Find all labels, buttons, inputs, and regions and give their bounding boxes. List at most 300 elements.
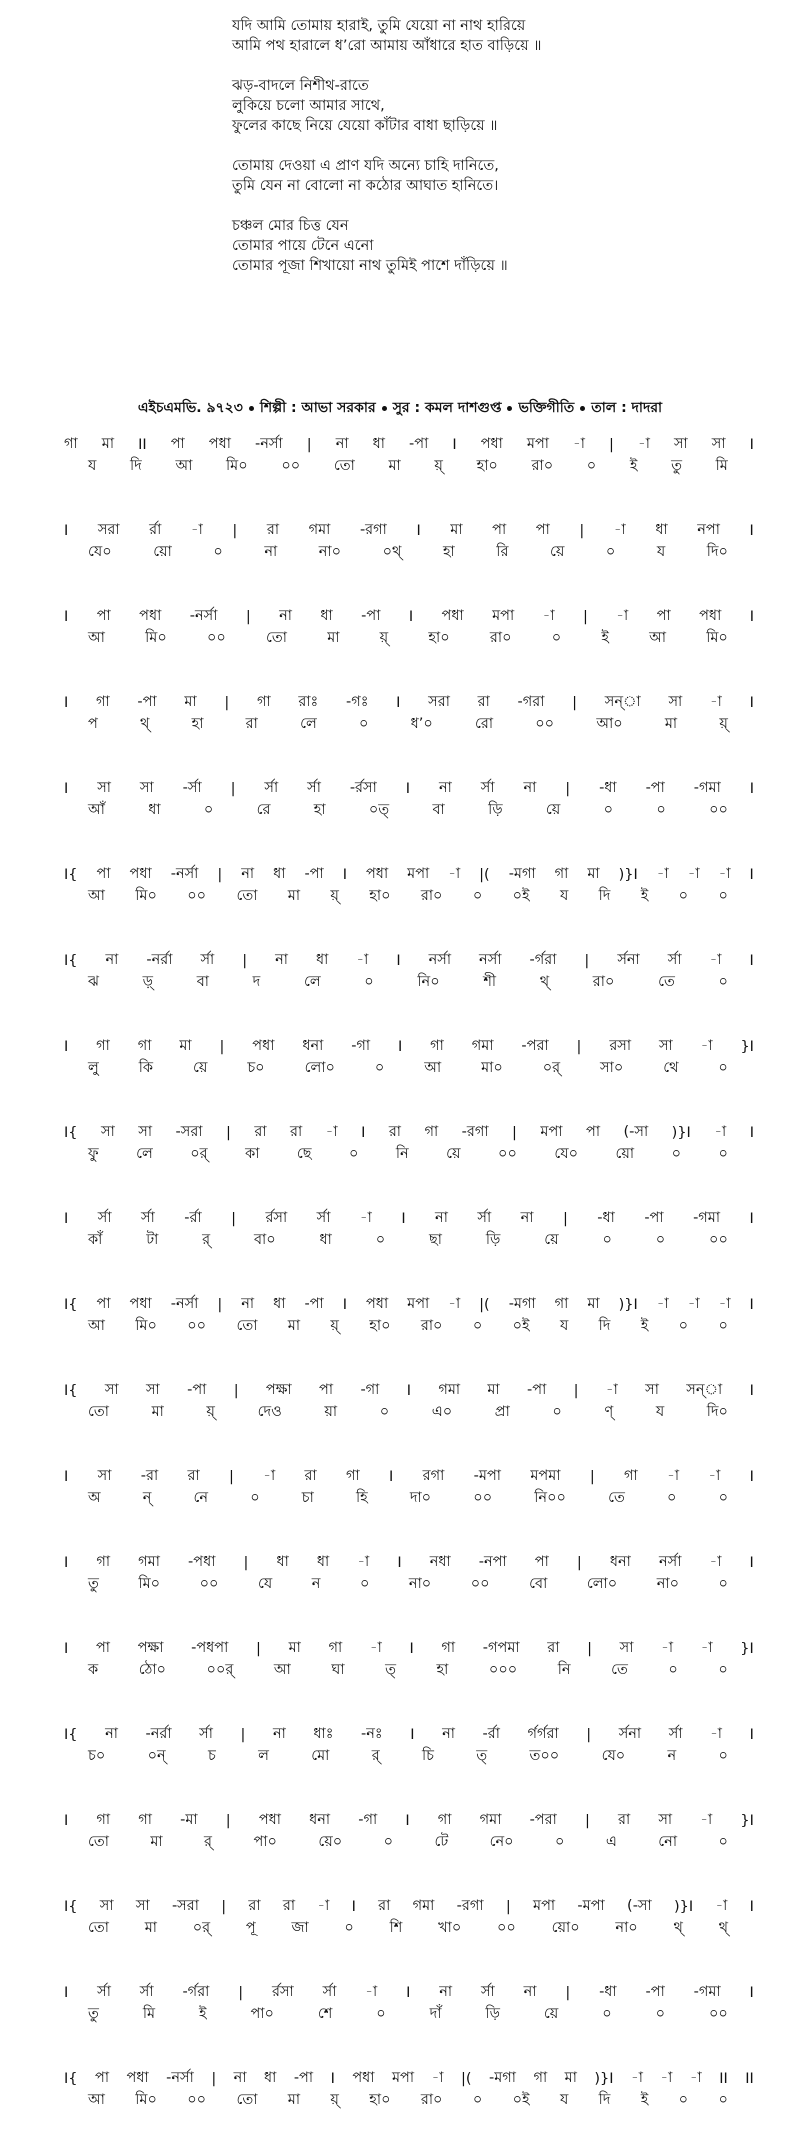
swara-token: I [389, 1469, 394, 1485]
swara-token: I [361, 1125, 366, 1141]
swara-token: | [256, 1641, 261, 1657]
syllable-token: আ [175, 458, 193, 474]
swara-token: -পরা [529, 1812, 557, 1828]
syllable-token: সা০ [600, 1060, 624, 1076]
swara-token: পক্ষা [137, 1640, 164, 1656]
syllable-token: চ০ [247, 1060, 265, 1076]
syllable-token: দ [252, 974, 261, 990]
syllable-token: তু [671, 458, 682, 474]
swara-token: -সরা [171, 1898, 199, 1914]
syllable-token: য়ে [543, 2006, 559, 2022]
swara-token: সা [658, 1038, 673, 1054]
swara-token: পধা [139, 608, 162, 624]
swara-row [64, 1123, 754, 1143]
syllable-token: তো [333, 458, 355, 474]
syllable-token: ই [601, 630, 609, 646]
swara-token: I [330, 2071, 335, 2087]
swara-token: রা [248, 1898, 261, 1914]
swara-token: সা [145, 1382, 160, 1398]
lyric-syllable-row [64, 629, 728, 649]
swara-token: -গা [360, 1382, 380, 1398]
syllable-token: মি [715, 458, 728, 474]
syllable-token: ০ [213, 544, 223, 560]
swara-token: I{ [64, 953, 78, 969]
swara-token: I [749, 1555, 754, 1571]
swara-token: -মগা [508, 866, 536, 882]
swara-token: I [64, 609, 69, 625]
syllable-token: ল [258, 1748, 269, 1764]
syllable-token: ০ [375, 1232, 386, 1248]
swara-row [64, 865, 754, 885]
syllable-token: ০০ [281, 458, 301, 474]
swara-token: র্সা [667, 952, 682, 968]
swara-token: র্সা [97, 1210, 112, 1226]
syllable-token: থে [663, 1060, 679, 1076]
swara-token: |( [479, 1297, 490, 1313]
syllable-token: য়্ [379, 630, 389, 646]
syllable-token: শে [317, 2006, 333, 2022]
swara-token: -পা [304, 1296, 324, 1312]
swara-token: I [351, 1899, 356, 1915]
swara-token: মপমা [530, 1468, 561, 1484]
swara-token: -া [631, 2070, 643, 2086]
lyric-line: লুকিয়ে চলো আমার সাথে, [232, 98, 385, 114]
swara-token: I [749, 695, 754, 711]
syllable-token: নি০০ [534, 1490, 566, 1506]
swara-token: -া [700, 1812, 713, 1828]
swara-token: I [342, 867, 347, 883]
syllable-token: য়্ [330, 2092, 339, 2108]
swara-token: সা [135, 1898, 150, 1914]
syllable-token: ই [629, 458, 638, 474]
syllable-token: ন [667, 1748, 677, 1764]
syllable-token: ০ [472, 1318, 483, 1334]
swara-token: মা [450, 522, 463, 538]
swara-token: -া [448, 1296, 461, 1312]
syllable-token: ০ [358, 716, 369, 732]
syllable-token: আ [88, 630, 105, 646]
notation-block [0, 1467, 800, 1537]
swara-token: রা [290, 1124, 303, 1140]
notation-block [0, 435, 800, 505]
syllable-token: তে [608, 1490, 625, 1506]
lyric-syllable-row [64, 1833, 728, 1853]
swara-token: ধনা [309, 1812, 331, 1828]
swara-token: ধা [276, 1554, 289, 1570]
lyric-syllable-row [64, 887, 728, 907]
swara-row [64, 521, 754, 541]
notation-block [0, 521, 800, 591]
swara-token: র্সা [477, 1210, 492, 1226]
swara-token: না [435, 1210, 448, 1226]
swara-token: গা [95, 694, 110, 710]
swara-token: রা [378, 1898, 391, 1914]
swara-token: মপা [526, 436, 549, 452]
swara-token: -পা [527, 1382, 547, 1398]
syllable-token: না০ [318, 544, 342, 560]
swara-token: সা [138, 1124, 153, 1140]
swara-token: না [438, 780, 452, 796]
swara-token: I [749, 867, 754, 883]
syllable-token: আ০ [596, 716, 623, 732]
swara-token: র্সা [480, 780, 495, 796]
swara-token: -া [700, 1640, 713, 1656]
swara-token: ধা [372, 436, 385, 452]
notation-block [0, 1123, 800, 1193]
swara-token: পা [96, 866, 111, 882]
swara-token: গমা [138, 1554, 160, 1570]
syllable-token: হা০ [428, 630, 450, 646]
syllable-token: ড়ি [485, 1232, 501, 1248]
swara-token: | [231, 1211, 236, 1227]
swara-token: -মগা [508, 1296, 536, 1312]
record-number: এইচএমভি. ৯৭২৩ [137, 400, 243, 416]
syllable-token: কি [138, 1060, 154, 1076]
song-lyrics [232, 16, 752, 276]
swara-token: I [396, 953, 401, 969]
syllable-token: মো [311, 1748, 330, 1764]
syllable-token: রা০ [592, 974, 615, 990]
syllable-token: ছে [296, 1146, 312, 1162]
swara-token: ধাঃ [313, 1726, 334, 1742]
swara-token: সা [139, 780, 154, 796]
syllable-token: দা০ [409, 1490, 432, 1506]
swara-token: -গা [351, 1038, 371, 1054]
swara-token: | [217, 1297, 223, 1313]
tala-label: তাল : দাদরা [591, 400, 663, 416]
swara-token: | [586, 1727, 592, 1743]
swara-token: মপা [533, 1898, 556, 1914]
swara-token: (-সা [627, 1898, 652, 1914]
swara-row [64, 1811, 754, 1831]
swara-token: | [609, 437, 614, 453]
syllable-token: এ [605, 1834, 617, 1850]
syllable-token: ০ [359, 1576, 370, 1592]
notation-block [0, 607, 800, 677]
swara-token: I [64, 1039, 69, 1055]
swara-token: I [749, 1297, 754, 1313]
swara-token: | [225, 1125, 231, 1141]
swara-token: র্সা [199, 1726, 213, 1742]
syllable-token: য [88, 458, 97, 474]
lyric-syllable-row [64, 1747, 728, 1767]
swara-token: -নর্সা [166, 2070, 194, 2086]
swara-token: -গমা [693, 1984, 721, 2000]
syllable-token: য়ে [446, 1146, 461, 1162]
swara-token: মা [487, 1382, 500, 1398]
swara-token: I [749, 1985, 754, 2001]
swara-token: র্সনা [617, 952, 640, 968]
syllable-token: লে [300, 716, 317, 732]
syllable-token: ০ [376, 2006, 386, 2022]
swara-token: |( [479, 867, 490, 883]
notation-block [0, 1037, 800, 1107]
swara-token: সরা [97, 522, 120, 538]
syllable-token: ০ [718, 1060, 728, 1076]
swara-token: -গরা [517, 694, 545, 710]
swara-token: -রগা [359, 522, 387, 538]
syllable-token: ছা [429, 1232, 442, 1248]
swara-token: I{ [64, 867, 78, 883]
syllable-token: লো০ [304, 1060, 335, 1076]
swara-token: রা [266, 522, 280, 538]
syllable-token: ০০ [709, 802, 728, 818]
swara-token: -পা [304, 866, 324, 882]
swara-token: না [272, 1726, 286, 1742]
swara-token: -গা [358, 1812, 378, 1828]
swara-token: -মপা [577, 1898, 605, 1914]
swara-token: পা [94, 2070, 110, 2086]
swara-token: মা [101, 436, 115, 452]
syllable-token: ০ [602, 1232, 612, 1248]
swara-token: -া [359, 1210, 372, 1226]
swara-token: গা [424, 1124, 439, 1140]
syllable-token: ০ [605, 544, 616, 560]
syllable-token: টা [146, 1232, 159, 1248]
syllable-token: রা০ [531, 458, 554, 474]
syllable-token: আ [273, 1662, 291, 1678]
syllable-token: দাঁ [429, 2006, 442, 2022]
syllable-token: ০ই [512, 888, 530, 904]
syllable-token: ০ [671, 1146, 682, 1162]
swara-token: -মপা [473, 1468, 502, 1484]
swara-token: পা [96, 608, 111, 624]
swara-row [64, 1295, 754, 1315]
swara-token: না [105, 952, 119, 968]
syllable-token: রে [256, 802, 271, 818]
syllable-token: লু [88, 1060, 99, 1076]
swara-token: র্সা [264, 780, 279, 796]
swara-token: -রগা [461, 1124, 489, 1140]
swara-token: -গমা [693, 1210, 721, 1226]
syllable-token: য়্ [206, 1404, 215, 1420]
swara-token: )}I [671, 1125, 691, 1141]
swara-token: I [64, 781, 69, 797]
swara-token: I [64, 1211, 69, 1227]
swara-token: | [573, 1383, 579, 1399]
syllable-token: মি [142, 2006, 156, 2022]
swara-token: -পা [137, 694, 157, 710]
swara-token: র্রসা [271, 1984, 294, 2000]
swara-token: পা [492, 522, 507, 538]
swara-token: সা [97, 780, 111, 796]
syllable-token: য়্ [434, 458, 443, 474]
swara-token: নর্সা [658, 1554, 682, 1570]
swara-token: র্সা [316, 1210, 331, 1226]
swara-token: পধা [441, 608, 464, 624]
syllable-token: ০থ্ [382, 544, 402, 560]
swara-token: | [233, 1383, 239, 1399]
swara-token: সা [619, 1640, 634, 1656]
swara-token: -রগা [456, 1898, 484, 1914]
syllable-token: তো [236, 888, 258, 904]
notation-block [0, 1897, 800, 1967]
notation-block [0, 779, 800, 849]
swara-token: র্সা [97, 1984, 111, 2000]
swara-token: I [749, 1211, 754, 1227]
swara-token: | [565, 781, 571, 797]
swara-token: I [409, 1641, 414, 1657]
syllable-token: ০ [718, 1576, 728, 1592]
swara-token: I{ [64, 1383, 78, 1399]
syllable-token: নি [395, 1146, 409, 1162]
syllable-token: আ [88, 888, 105, 904]
syllable-token: হা [442, 544, 455, 560]
lyric-syllable-row [64, 1145, 728, 1165]
swara-token: পা [656, 608, 671, 624]
syllable-token: ০ই [512, 1318, 530, 1334]
swara-token: গা [96, 1038, 110, 1054]
swara-token: গা [137, 1038, 152, 1054]
swara-token: -া [431, 2070, 444, 2086]
swara-token: গা [554, 866, 569, 882]
swara-token: | [221, 1899, 227, 1915]
swara-token: | [582, 609, 588, 625]
syllable-token: ড়্ [142, 974, 154, 990]
swara-token: না [442, 1726, 455, 1742]
syllable-token: দেও [257, 1404, 282, 1420]
syllable-token: য [655, 1404, 665, 1420]
syllable-token: হা [191, 716, 204, 732]
syllable-token: দি০ [706, 1404, 728, 1420]
swara-token: -পা [645, 1984, 665, 2000]
swara-token: -গমা [693, 780, 721, 796]
syllable-token: নে [193, 1490, 209, 1506]
syllable-token: ন [311, 1576, 321, 1592]
swara-token: | [224, 695, 230, 711]
swara-token: I{ [64, 1727, 78, 1743]
syllable-token: ত্ [385, 1662, 396, 1678]
swara-token: -ধা [599, 780, 617, 796]
swara-token: -গপমা [482, 1640, 520, 1656]
swara-token: সা [104, 1382, 119, 1398]
swara-token: I [401, 1211, 406, 1227]
swara-token: রা [618, 1812, 631, 1828]
syllable-token: য়ে [544, 1232, 559, 1248]
swara-token: ধা [320, 608, 333, 624]
swara-token: সা [100, 1124, 115, 1140]
swara-token: গা [430, 1038, 444, 1054]
swara-token: I{ [64, 1125, 78, 1141]
swara-token: )}I [674, 1899, 694, 1915]
notation-block [0, 1381, 800, 1451]
syllable-token: থ্ [673, 1920, 683, 1936]
swara-token: নধা [429, 1554, 451, 1570]
swara-token: | [243, 1555, 249, 1571]
swara-token: -র্রা [184, 1210, 202, 1226]
syllable-token: ই [198, 2006, 207, 2022]
swara-token: রা [388, 1124, 401, 1140]
syllable-token: ড়ি [485, 2006, 500, 2022]
swara-token: র্রসা [265, 1210, 288, 1226]
syllable-token: দি০ [706, 544, 728, 560]
swara-token: -নর্সা [170, 866, 199, 882]
swara-row [64, 1037, 754, 1057]
syllable-token: বো [529, 1576, 548, 1592]
swara-row [64, 1725, 754, 1745]
syllable-token: হা০ [369, 888, 391, 904]
syllable-token: র্ [204, 1834, 213, 1850]
lyric-syllable-row [64, 1059, 728, 1079]
lyric-syllable-row [64, 973, 728, 993]
syllable-token: য়ো [153, 544, 172, 560]
syllable-token: ই [640, 1318, 649, 1334]
swara-token: -া [700, 1038, 713, 1054]
swara-token: }I [740, 1039, 754, 1055]
swara-token: গা [533, 2070, 548, 2086]
syllable-token: মা [287, 1318, 301, 1334]
syllable-token: মি০ [135, 1318, 157, 1334]
lyric-syllable-row [64, 457, 728, 477]
swara-token: পধা [208, 436, 231, 452]
syllable-token: চা [301, 1490, 314, 1506]
genre-label: ভক্তিগীতি [518, 400, 575, 416]
syllable-token: ০ [668, 1662, 678, 1678]
swara-token: -পধপা [191, 1640, 229, 1656]
swara-token: -া [687, 866, 700, 882]
syllable-token: ০০ [473, 1490, 493, 1506]
swara-token: | [225, 1813, 231, 1829]
swara-token: ধা [655, 522, 668, 538]
swara-token: I{ [64, 1297, 78, 1313]
notation-block [0, 1295, 800, 1365]
lyric-stanza [232, 156, 752, 196]
syllable-token: মি০ [138, 1576, 161, 1592]
syllable-token: রা০ [420, 888, 443, 904]
swara-token: না [335, 436, 349, 452]
swara-token: রসা [609, 1038, 632, 1054]
swara-token: র্সা [200, 952, 215, 968]
artist-credit: শিল্পী : আভা সরকার [259, 400, 376, 416]
separator-dot [580, 406, 585, 411]
swara-token: I [405, 781, 411, 797]
swara-token: )}I [618, 867, 638, 883]
syllable-token: ০ [655, 1232, 666, 1248]
swara-token: রা [254, 1124, 267, 1140]
syllable-token: মা [388, 458, 401, 474]
swara-token: -র্গরা [182, 1984, 210, 2000]
swara-token: র্সা [480, 1984, 495, 2000]
lyric-stanza [232, 76, 752, 136]
swara-token: -মগা [488, 2070, 516, 2086]
swara-token: রা [282, 1898, 296, 1914]
syllable-token: লে [303, 974, 321, 990]
swara-token: -া [616, 608, 629, 624]
swara-token: I [749, 1125, 754, 1141]
swara-token: গা [554, 1296, 569, 1312]
lyric-line: তোমার পায়ে টেনে এনো [232, 238, 374, 254]
syllable-token: তো [88, 1920, 109, 1936]
swara-token: I [749, 609, 754, 625]
syllable-token: ঝ [88, 974, 99, 990]
swara-token: -া [718, 1296, 731, 1312]
syllable-token: লে [136, 1146, 153, 1162]
swara-token: মপা [407, 866, 430, 882]
swara-token: I [749, 781, 754, 797]
syllable-token: পা০ [253, 1834, 277, 1850]
syllable-token: না০ [408, 1576, 432, 1592]
syllable-token: ০ [383, 1834, 394, 1850]
syllable-token: য়্ [330, 888, 339, 904]
swara-token: সা [658, 1812, 673, 1828]
syllable-token: য়ে [549, 544, 565, 560]
syllable-token: হা০ [369, 2092, 391, 2108]
swara-token: মপা [391, 2070, 415, 2086]
syllable-token: তে [611, 1662, 628, 1678]
notation-block [0, 1811, 800, 1881]
swara-token: | [229, 1469, 234, 1485]
swara-token: | [230, 781, 236, 797]
